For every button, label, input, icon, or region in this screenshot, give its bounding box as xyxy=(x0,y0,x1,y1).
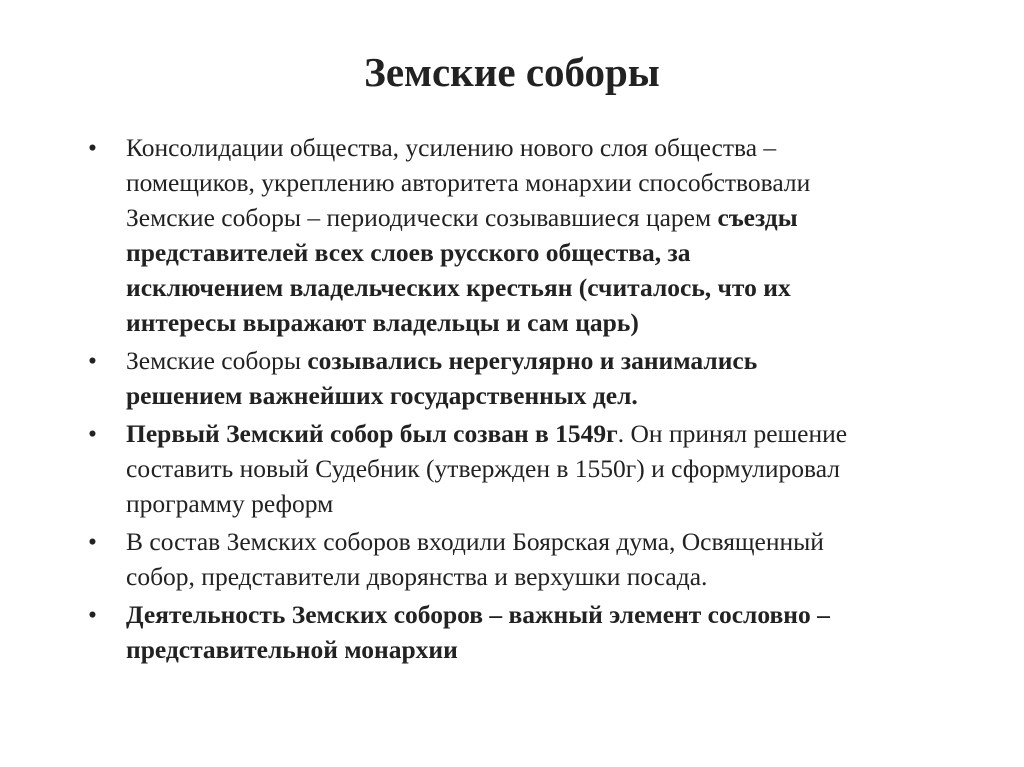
bullet-line xyxy=(126,200,938,235)
bullet-line xyxy=(126,270,938,305)
bold-text: Деятельность Земских соборов – важный элемент сословно – xyxy=(126,600,830,629)
bullet-marker: • xyxy=(88,600,97,629)
text: . Он принял решение xyxy=(617,419,848,448)
bullet-line xyxy=(126,343,938,378)
text: Земские соборы – периодически созывавшиеся царем xyxy=(126,203,718,232)
bullet-line xyxy=(126,130,938,165)
bold-text: съезды xyxy=(717,203,798,232)
bold-text: представителей всех слоев русского общества, за xyxy=(126,238,691,267)
bullet-marker: • xyxy=(88,527,97,556)
bold-text: исключением владельческих крестьян (считалось, что их xyxy=(126,273,791,302)
bullet-line xyxy=(126,165,938,200)
bullet-line xyxy=(126,416,938,451)
bullet-item xyxy=(88,524,938,594)
bullet-line xyxy=(126,486,938,521)
text: помещиков, укреплению авторитета монархии способствовали xyxy=(126,168,811,197)
bold-text: представительной монархии xyxy=(126,635,458,664)
bullet-item xyxy=(88,343,938,413)
slide-title: Земские соборы xyxy=(364,49,660,95)
bullet-line xyxy=(126,305,938,340)
bullet-marker: • xyxy=(88,346,97,375)
bullet-list xyxy=(88,130,938,670)
text: программу реформ xyxy=(126,489,334,518)
bullet-line xyxy=(126,559,938,594)
text: Консолидации общества, усилению нового слоя общества – xyxy=(126,133,777,162)
text: собор, представители дворянства и верхушки посада. xyxy=(126,562,708,591)
bullet-line xyxy=(126,632,938,667)
bullet-line xyxy=(126,524,938,559)
bullet-item xyxy=(88,416,938,521)
bold-text: Первый Земский собор был созван в 1549г xyxy=(126,419,618,448)
bold-text: интересы выражают владельцы и сам царь) xyxy=(126,308,639,337)
bullet-line xyxy=(126,235,938,270)
bold-text: созывались нерегулярно и занимались xyxy=(307,346,758,375)
bullet-marker: • xyxy=(88,133,97,162)
bold-text: решением важнейших государственных дел. xyxy=(126,381,638,410)
text: Земские соборы xyxy=(126,346,308,375)
bullet-item xyxy=(88,597,938,667)
text: В состав Земских соборов входили Боярская дума, Освященный xyxy=(126,527,824,556)
bullet-marker: • xyxy=(88,419,97,448)
text: составить новый Судебник (утвержден в 1550г) и сформулировал xyxy=(126,454,840,483)
bullet-line xyxy=(126,597,938,632)
bullet-item xyxy=(88,130,938,340)
bullet-line xyxy=(126,378,938,413)
bullet-line xyxy=(126,451,938,486)
